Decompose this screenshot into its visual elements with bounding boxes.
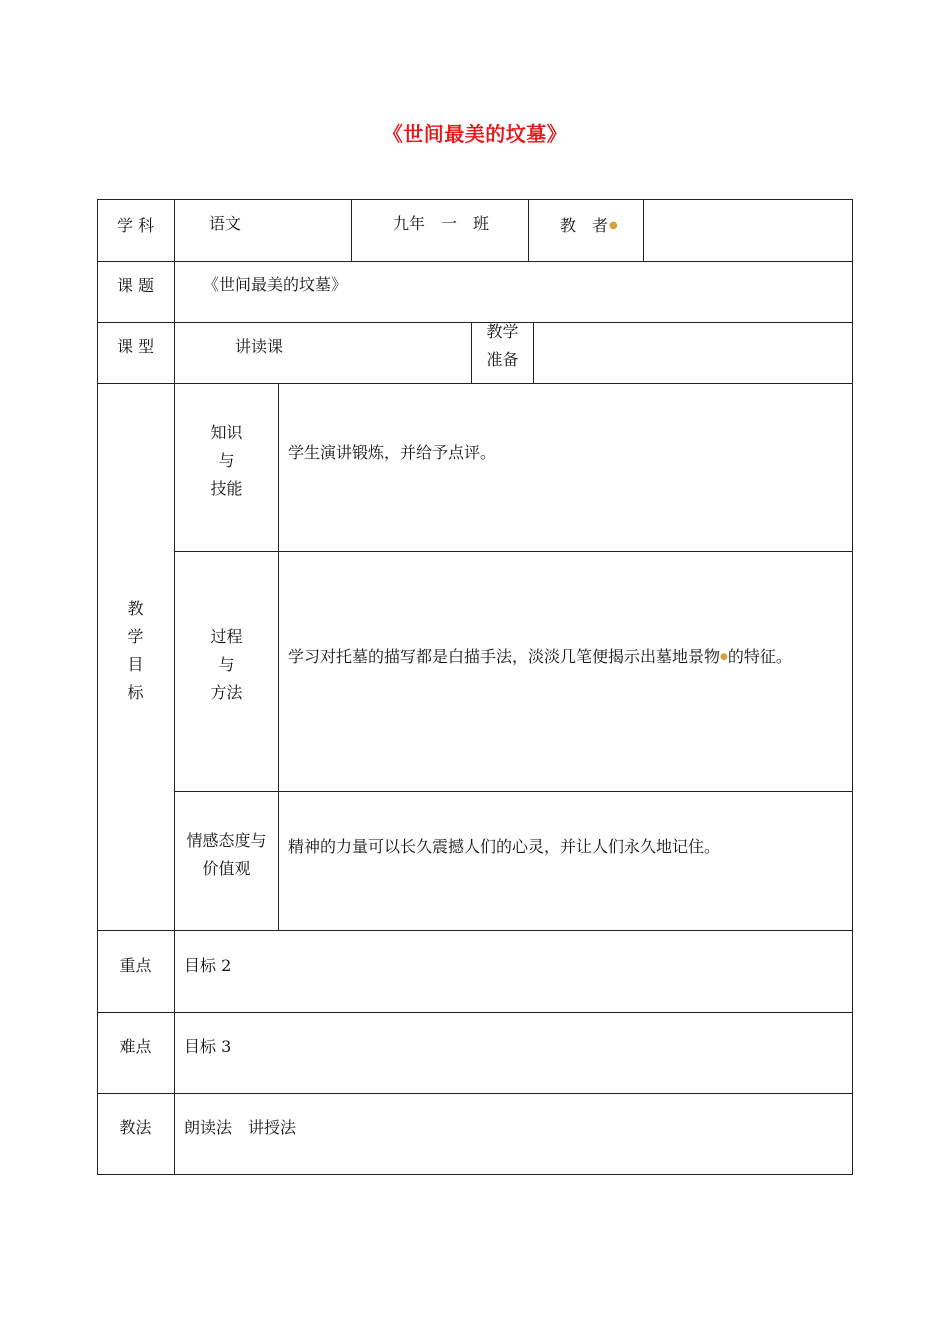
class-value: 九年 一 班 (393, 214, 490, 233)
objectives-group-label (97, 595, 174, 707)
prep-label (472, 318, 533, 374)
objectives-label-char: 教 (127, 599, 144, 618)
rule-row5 (97, 1012, 853, 1013)
type-value: 讲读课 (235, 337, 284, 356)
method-label: 教法 (119, 1118, 152, 1137)
objectives-label-char: 学 (127, 627, 144, 646)
process-label (175, 623, 278, 707)
subject-label: 学 科 (116, 216, 155, 235)
process-label-line: 方法 (210, 683, 243, 702)
rule-right (852, 199, 853, 1175)
rule-top (97, 199, 853, 200)
emotion-label-line: 价值观 (202, 859, 251, 878)
rule-row4 (97, 930, 853, 931)
knowledge-label-line: 与 (218, 451, 235, 470)
rule-col-prep-value (533, 322, 534, 384)
rule-row1 (97, 261, 853, 262)
method-value: 朗读法 讲授法 (184, 1118, 297, 1137)
ink-dot: ● (720, 652, 728, 662)
rule-row3 (97, 383, 853, 384)
topic-label: 课 题 (116, 276, 155, 295)
difficulty-value: 目标 3 (184, 1037, 232, 1056)
objectives-label-char: 标 (127, 683, 144, 702)
subject-value: 语文 (209, 214, 242, 233)
teacher-label-text: 教 者 (560, 216, 609, 235)
prep-label-line2: 准备 (486, 350, 519, 369)
rule-col-objective-text (278, 383, 279, 931)
ink-dot: ● (609, 220, 618, 231)
type-label: 课 型 (116, 337, 155, 356)
key-point-value: 目标 2 (184, 956, 232, 975)
objectives-label-char: 目 (127, 655, 144, 674)
emotion-label-line: 情感态度与 (186, 831, 267, 850)
page-title: 《世间最美的坟墓》 (382, 122, 568, 146)
process-text-part1: 学习对托墓的描写都是白描手法，淡淡几笔便揭示出墓地景物 (288, 647, 721, 666)
process-label-line: 过程 (210, 627, 243, 646)
rule-col-class (351, 199, 352, 261)
teacher-label (560, 212, 618, 240)
rule-bottom (97, 1174, 853, 1175)
topic-value: 《世间最美的坟墓》 (203, 275, 348, 294)
emotion-label (175, 827, 278, 883)
knowledge-label-line: 技能 (210, 479, 243, 498)
rule-col-teacher (528, 199, 529, 261)
process-text-part2: 的特征。 (727, 647, 792, 666)
rule-col-teacher-value (643, 199, 644, 261)
prep-label-line1: 教学 (486, 322, 519, 341)
emotion-text: 精神的力量可以长久震撼人们的心灵，并让人们永久地记住。 (288, 837, 721, 856)
rule-row6 (97, 1093, 853, 1094)
difficulty-label: 难点 (119, 1037, 152, 1056)
key-point-label: 重点 (119, 956, 152, 975)
process-label-line: 与 (218, 655, 235, 674)
process-text (288, 643, 792, 671)
rule-obj2 (174, 791, 853, 792)
knowledge-label (175, 419, 278, 503)
lesson-plan-table (97, 199, 853, 1175)
rule-obj1 (174, 551, 853, 552)
knowledge-label-line: 知识 (210, 423, 243, 442)
knowledge-text: 学生演讲锻炼，并给予点评。 (288, 443, 497, 462)
